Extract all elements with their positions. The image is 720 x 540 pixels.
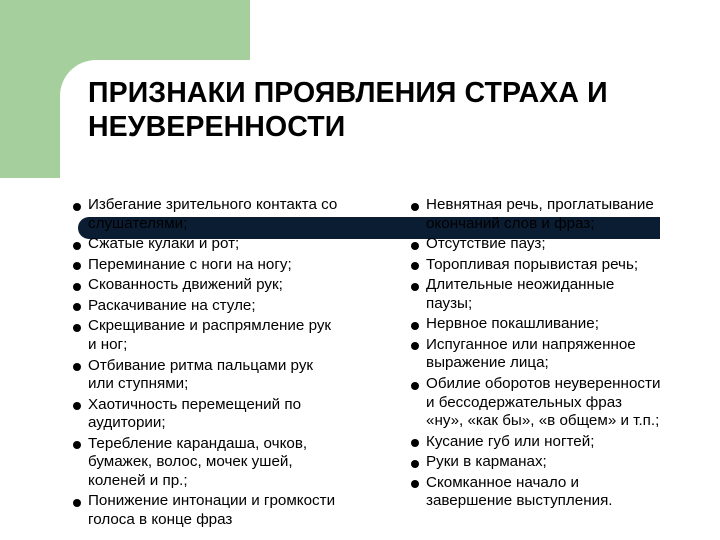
bullet-dot-icon <box>73 203 81 211</box>
right-list-item-line: Обилие оборотов неуверенности <box>426 375 661 393</box>
left-list-item <box>72 357 402 394</box>
right-list-item-line: выражение лица; <box>426 354 549 372</box>
left-list-item <box>72 196 402 233</box>
right-list-item-line: паузы; <box>426 294 473 312</box>
left-bullet-list <box>72 196 402 531</box>
right-list-item <box>410 375 715 431</box>
left-list-item-line: голоса в конце фраз <box>88 510 233 528</box>
bullet-dot-icon <box>411 203 419 211</box>
right-list-item-line: Скомканное начало и <box>426 473 580 491</box>
slide-title-line-1: ПРИЗНАКИ ПРОЯВЛЕНИЯ СТРАХА И <box>88 77 608 109</box>
bullet-dot-icon <box>73 324 81 332</box>
left-list-item <box>72 492 402 529</box>
bullet-dot-icon <box>73 262 81 270</box>
bullet-dot-icon <box>411 242 419 250</box>
bullet-dot-icon <box>411 262 419 270</box>
left-list-item-line: или ступнями; <box>88 375 189 393</box>
right-list-item <box>410 196 715 233</box>
bullet-dot-icon <box>73 363 81 371</box>
left-list-item <box>72 396 402 433</box>
left-list-item-line: Раскачивание на стуле; <box>88 296 256 314</box>
left-list-item-line: Отбивание ритма пальцами рук <box>88 356 314 374</box>
right-list-item-line: завершение выступления. <box>426 492 613 510</box>
right-list-item-line: Невнятная речь, проглатывание <box>426 196 654 213</box>
slide-title <box>88 76 688 144</box>
right-list-item <box>410 474 715 511</box>
left-list-item-line: Избегание зрительного контакта со <box>88 196 338 213</box>
left-list-item-line: Теребление карандаша, очков, <box>88 434 308 452</box>
right-bullet-list <box>410 196 715 513</box>
right-list-item <box>410 315 715 334</box>
bullet-dot-icon <box>73 283 81 291</box>
bullet-dot-icon <box>73 402 81 410</box>
bullet-dot-icon <box>411 283 419 291</box>
right-list-item-line: Торопливая порывистая речь; <box>426 255 639 273</box>
left-list-item <box>72 317 402 354</box>
left-list-item-line: слушателями; <box>88 214 188 232</box>
right-list-item-line: и бессодержательных фраз <box>426 393 622 411</box>
right-list-item-line: Длительные неожиданные <box>426 276 615 294</box>
right-list-item-line: Отсутствие пауз; <box>426 235 546 253</box>
bullet-dot-icon <box>411 460 419 468</box>
bullet-dot-icon <box>73 242 81 250</box>
left-list-item-line: бумажек, волос, мочек ушей, <box>88 453 293 471</box>
right-list-item-line: «ну», «как бы», «в общем» и т.п.; <box>426 412 660 430</box>
left-list-item <box>72 435 402 491</box>
right-list-item <box>410 336 715 373</box>
right-list-item <box>410 433 715 452</box>
left-list-item-line: Понижение интонации и громкости <box>88 492 336 510</box>
right-list-item <box>410 453 715 472</box>
bullet-dot-icon <box>73 303 81 311</box>
bullet-dot-icon <box>411 322 419 330</box>
bullet-dot-icon <box>411 439 419 447</box>
left-list-item-line: Скованность движений рук; <box>88 276 283 294</box>
bullet-dot-icon <box>411 480 419 488</box>
left-list-item-line: Переминание с ноги на ногу; <box>88 255 292 273</box>
left-list-item <box>72 276 402 295</box>
bullet-dot-icon <box>411 342 419 350</box>
left-list-item-line: аудитории; <box>88 414 166 432</box>
right-list-item-line: окончаний слов и фраз; <box>426 214 595 232</box>
right-list-item-line: Испуганное или напряженное <box>426 335 636 353</box>
right-list-item-line: Кусание губ или ногтей; <box>426 432 595 450</box>
bullet-dot-icon <box>73 499 81 507</box>
right-list-item <box>410 276 715 313</box>
left-list-item-line: Скрещивание и распрямление рук <box>88 317 332 335</box>
bullet-dot-icon <box>411 382 419 390</box>
left-list-item-line: Сжатые кулаки и рот; <box>88 235 240 253</box>
right-list-item-line: Нервное покашливание; <box>426 315 599 333</box>
left-list-item-line: и ног; <box>88 335 128 353</box>
left-list-item-line: коленей и пр.; <box>88 471 188 489</box>
right-list-item <box>410 256 715 275</box>
left-list-item-line: Хаотичность перемещений по <box>88 395 302 413</box>
right-list-item <box>410 235 715 254</box>
bullet-dot-icon <box>73 441 81 449</box>
left-list-item <box>72 256 402 275</box>
slide-title-line-2: НЕУВЕРЕННОСТИ <box>88 111 346 143</box>
left-list-item <box>72 297 402 316</box>
right-list-item-line: Руки в карманах; <box>426 453 547 471</box>
left-list-item <box>72 235 402 254</box>
